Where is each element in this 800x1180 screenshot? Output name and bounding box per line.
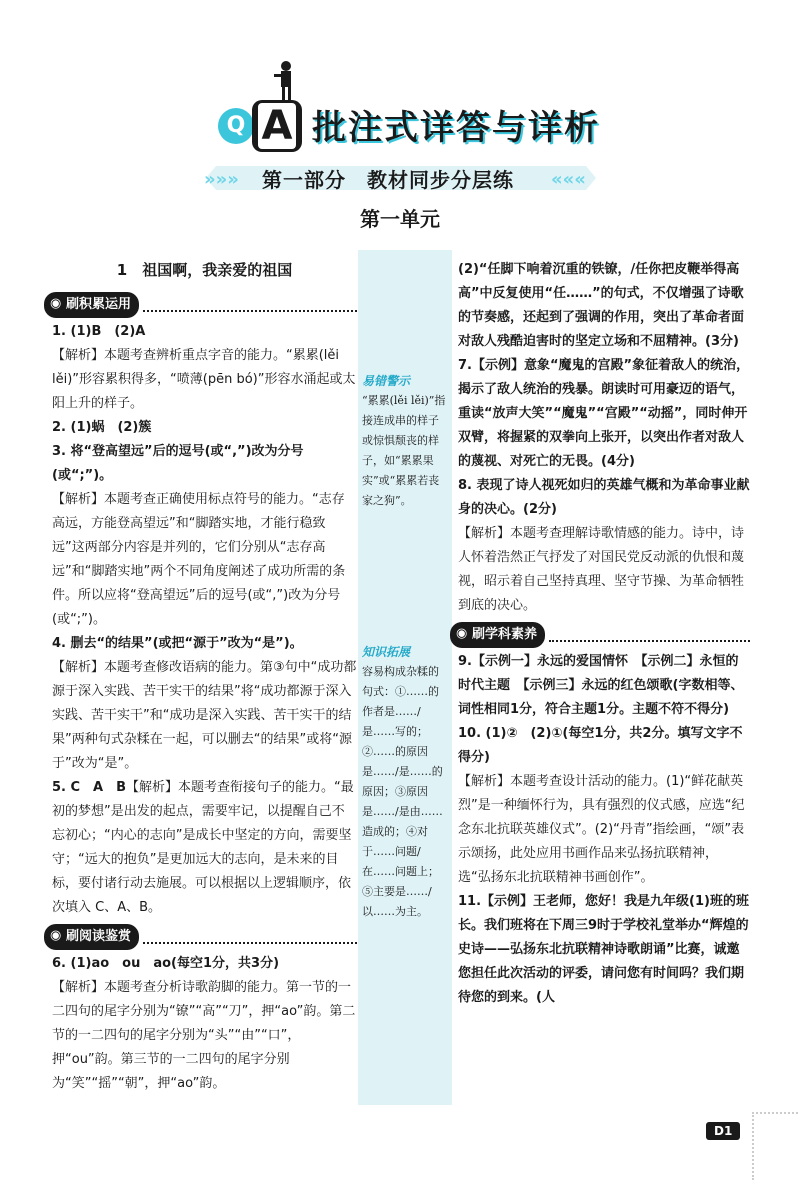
part-title: 第一部分 教材同步分层练 bbox=[262, 168, 514, 192]
answer-q4: 4. 删去“的结果”(或把“源于”改为“是”)。 bbox=[52, 636, 303, 651]
note-text: 容易构成杂糅的句式：①……的作者是……/是……写的；②……的原因是……/是……的原因；③原因是……/是由……造成的；④对于……问题/在……问题上；⑤主要是……/以……为主。 bbox=[362, 665, 443, 918]
left-column bbox=[52, 258, 357, 1096]
section-label: ◉ 刷阅读鉴赏 bbox=[44, 924, 139, 950]
answer-q10: 10. (1)② (2)①(每空1分，共2分。填写文字不得分) bbox=[458, 726, 743, 765]
page-number: D1 bbox=[706, 1122, 740, 1140]
right-column bbox=[458, 258, 750, 1010]
explanation-q8: 【解析】本题考查理解诗歌情感的能力。诗中，诗人怀着浩然正气抒发了对国民党反动派的仇恨和蔑视，昭示着自己坚持真理、坚守节操、为革命牺牲到底的决心。 bbox=[458, 526, 745, 613]
dotted-divider bbox=[549, 628, 750, 642]
explanation-q10: 【解析】本题考查设计活动的能力。(1)“鲜花献英烈”是一种缅怀行为，具有强烈的仪式感，应选“纪念东北抗联英雄仪式”。(2)“丹青”指绘画，“颂”表示颂扬，此处应用书画作品来弘扬抗联精神，选“弘扬东北抗联精神书画创作”。 bbox=[458, 774, 745, 885]
annotation-column bbox=[358, 250, 452, 1105]
svg-text:«««: ««« bbox=[551, 169, 586, 190]
explanation-q1: 【解析】本题考查辨析重点字音的能力。“累累(lěi lěi)”形容累积得多，“喷薄(pēn bó)”形容水涌起或太阳上升的样子。 bbox=[52, 348, 356, 411]
section-header bbox=[450, 622, 750, 648]
answer-q6: 6. (1)ao ou ao(每空1分，共3分) bbox=[52, 956, 280, 971]
dotted-divider bbox=[143, 298, 357, 312]
explanation-q5: 【解析】本题考查衔接句子的能力。“最初的梦想”是出发的起点，需要牢记，以提醒自己不忘初心；“内心的志向”是成长中坚定的方向，需要坚守；“远大的抱负”是更加远大的志向，是未来的目标，要付诸行动去施展。可以根据以上逻辑顺序，依次填入 C、A、B。 bbox=[52, 780, 354, 915]
section-label: ◉ 刷学科素养 bbox=[450, 622, 545, 648]
explanation-q6: 【解析】本题考查分析诗歌韵脚的能力。第一节的一二四句的尾字分别为“镣”“高”“刀”，押“ao”韵。第二节的一二四句的尾字分别为“头”“由”“口”，押“ou”韵。第三节的一二四句的尾字分别为“笑”“摇”“朝”，押“ao”韵。 bbox=[52, 980, 356, 1091]
answer-q1: 1. (1)B (2)A bbox=[52, 324, 146, 339]
section-header bbox=[44, 924, 357, 950]
note-text: “累累(lěi lěi)”指接连成串的样子或惊惧颓丧的样子，如“累累果实”或“累累若丧家之狗”。 bbox=[362, 394, 446, 507]
lesson-title: 1 祖国啊，我亲爱的祖国 bbox=[116, 261, 293, 279]
page-title: 批注式详答与详析 bbox=[312, 108, 600, 148]
unit-title: 第一单元 bbox=[360, 207, 440, 231]
answer-q11: 11.【示例】王老师，您好！我是九年级(1)班的班长。我们班将在下周三9时于学校礼堂举办“辉煌的史诗——弘扬东北抗联精神诗歌朗诵”比赛，诚邀您担任此次活动的评委，请问您有时间吗？我们期待您的到来。(人 bbox=[458, 894, 749, 1005]
answer-q7: 7.【示例】意象“魔鬼的宫殿”象征着敌人的统治，揭示了敌人统治的残暴。朗读时可用豪迈的语气，重读“放声大笑”“魔鬼”“宫殿”“动摇”，同时伸开双臂，将握紧的双拳向上张开，以突出作者对敌人的蔑视、对死亡的无畏。(4分) bbox=[458, 358, 750, 469]
answer-q3: 3. 将“登高望远”后的逗号(或“,”)改为分号(或“;”)。 bbox=[52, 444, 304, 483]
note-heading: 知识拓展 bbox=[362, 645, 411, 659]
answer-q8: 8. 表现了诗人视死如归的英雄气概和为革命事业献身的决心。(2分) bbox=[458, 478, 750, 517]
a-letter: A bbox=[258, 103, 297, 149]
answer-q2: 2. (1)蜗 (2)簇 bbox=[52, 420, 152, 435]
answer-q6-2: (2)“任脚下响着沉重的铁镣，/任你把皮鞭举得高高”中反复使用“任……”的句式，不仅增强了诗歌的节奏感，还起到了强调的作用，突出了革命者面对敌人残酷迫害时的坚定立场和不屈精神。(3分) bbox=[458, 262, 745, 349]
corner-decoration bbox=[752, 1112, 800, 1180]
dotted-divider bbox=[143, 930, 357, 944]
section-label: ◉ 刷积累运用 bbox=[44, 292, 139, 318]
q-badge: Q bbox=[218, 108, 254, 144]
answer-q9: 9.【示例一】永远的爱国情怀 【示例二】永恒的时代主题 【示例三】永远的红色颂歌(字数相等、词性相同1分，符合主题1分。主题不符不得分) bbox=[458, 654, 744, 717]
explanation-q3: 【解析】本题考查正确使用标点符号的能力。“志存高远，方能登高望远”和“脚踏实地，才能行稳致远”这两部分内容是并列的，它们分别从“志存高远”和“脚踏实地”两个不同角度阐述了成功所需的条件。所以应将“登高望远”后的逗号(或“,”)改为分号(或“;”)。 bbox=[52, 492, 346, 627]
note-heading: 易错警示 bbox=[362, 374, 411, 388]
answer-q5: 5. C A B bbox=[52, 780, 127, 795]
svg-text:»»»: »»» bbox=[204, 169, 239, 190]
answer-q5-block bbox=[52, 776, 357, 920]
reading-figure-icon bbox=[270, 60, 300, 102]
explanation-q4: 【解析】本题考查修改语病的能力。第③句中“成功都源于深入实践、苦干实干的结果”将“成功都源于深入实践、苦干实干”和“成功是深入实践、苦干实干的结果”两种句式杂糅在一起，可以删去“的结果”或将“源于”改为“是”。 bbox=[52, 660, 357, 771]
a-badge bbox=[252, 100, 302, 152]
section-header bbox=[44, 292, 357, 318]
